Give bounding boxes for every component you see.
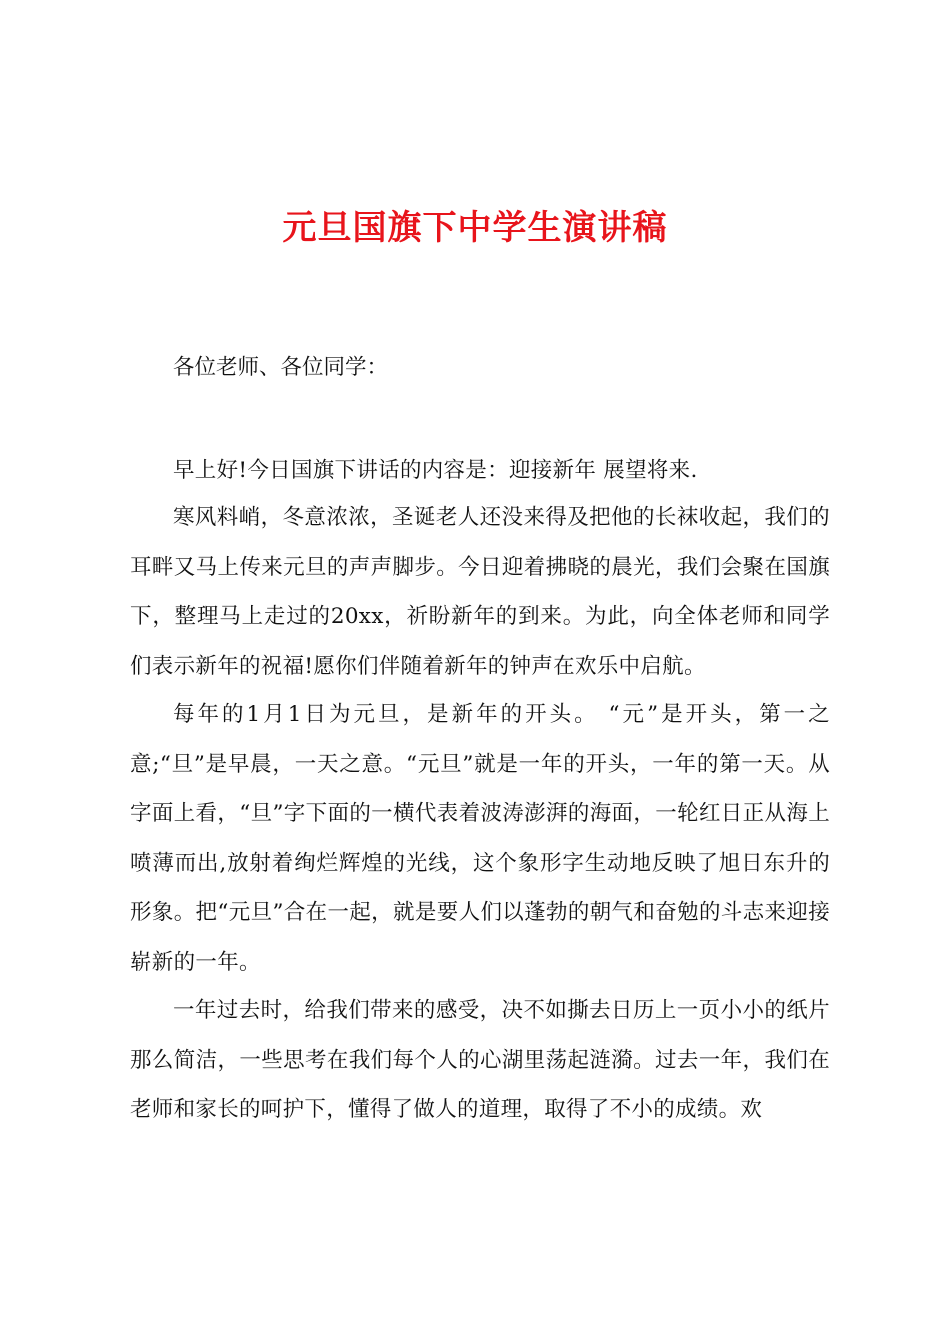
document-title: 元旦国旗下中学生演讲稿	[282, 208, 668, 248]
paragraph-winter: 寒风料峭，冬意浓浓，圣诞老人还没来得及把他的长袜收起，我们的耳畔又马上传来元旦的声声脚步。今日迎着拂晓的晨光，我们会聚在国旗下，整理马上走过的20xx，祈盼新年的到来。为此，向全体老师和同学们表示新年的祝福!愿你们伴随着新年的钟声在欢乐中启航。	[130, 505, 830, 679]
salutation: 各位老师、各位同学：	[173, 355, 389, 380]
paragraph-yuandan-meaning: 每年的1月1日为元旦，是新年的开头。 “元”是开头，第一之意;“旦”是早晨，一天之意。“元旦”就是一年的开头，一年的第一天。从字面上看，“旦”字下面的一横代表着波涛澎湃的海面，一轮红日正从海上喷薄而出,放射着绚烂辉煌的光线，这个象形字生动地反映了旭日东升的形象。把“元旦”合在一起，就是要人们以蓬勃的朝气和奋勉的斗志来迎接崭新的一年。	[130, 702, 830, 975]
paragraph-reflection: 一年过去时，给我们带来的感受，决不如撕去日历上一页小小的纸片那么简洁，一些思考在我们每个人的心湖里荡起涟漪。过去一年，我们在老师和家长的呵护下，懂得了做人的道理，取得了不小的成绩。欢	[130, 998, 830, 1122]
paragraph-greeting: 早上好!今日国旗下讲话的内容是：迎接新年 展望将来.	[173, 458, 698, 483]
